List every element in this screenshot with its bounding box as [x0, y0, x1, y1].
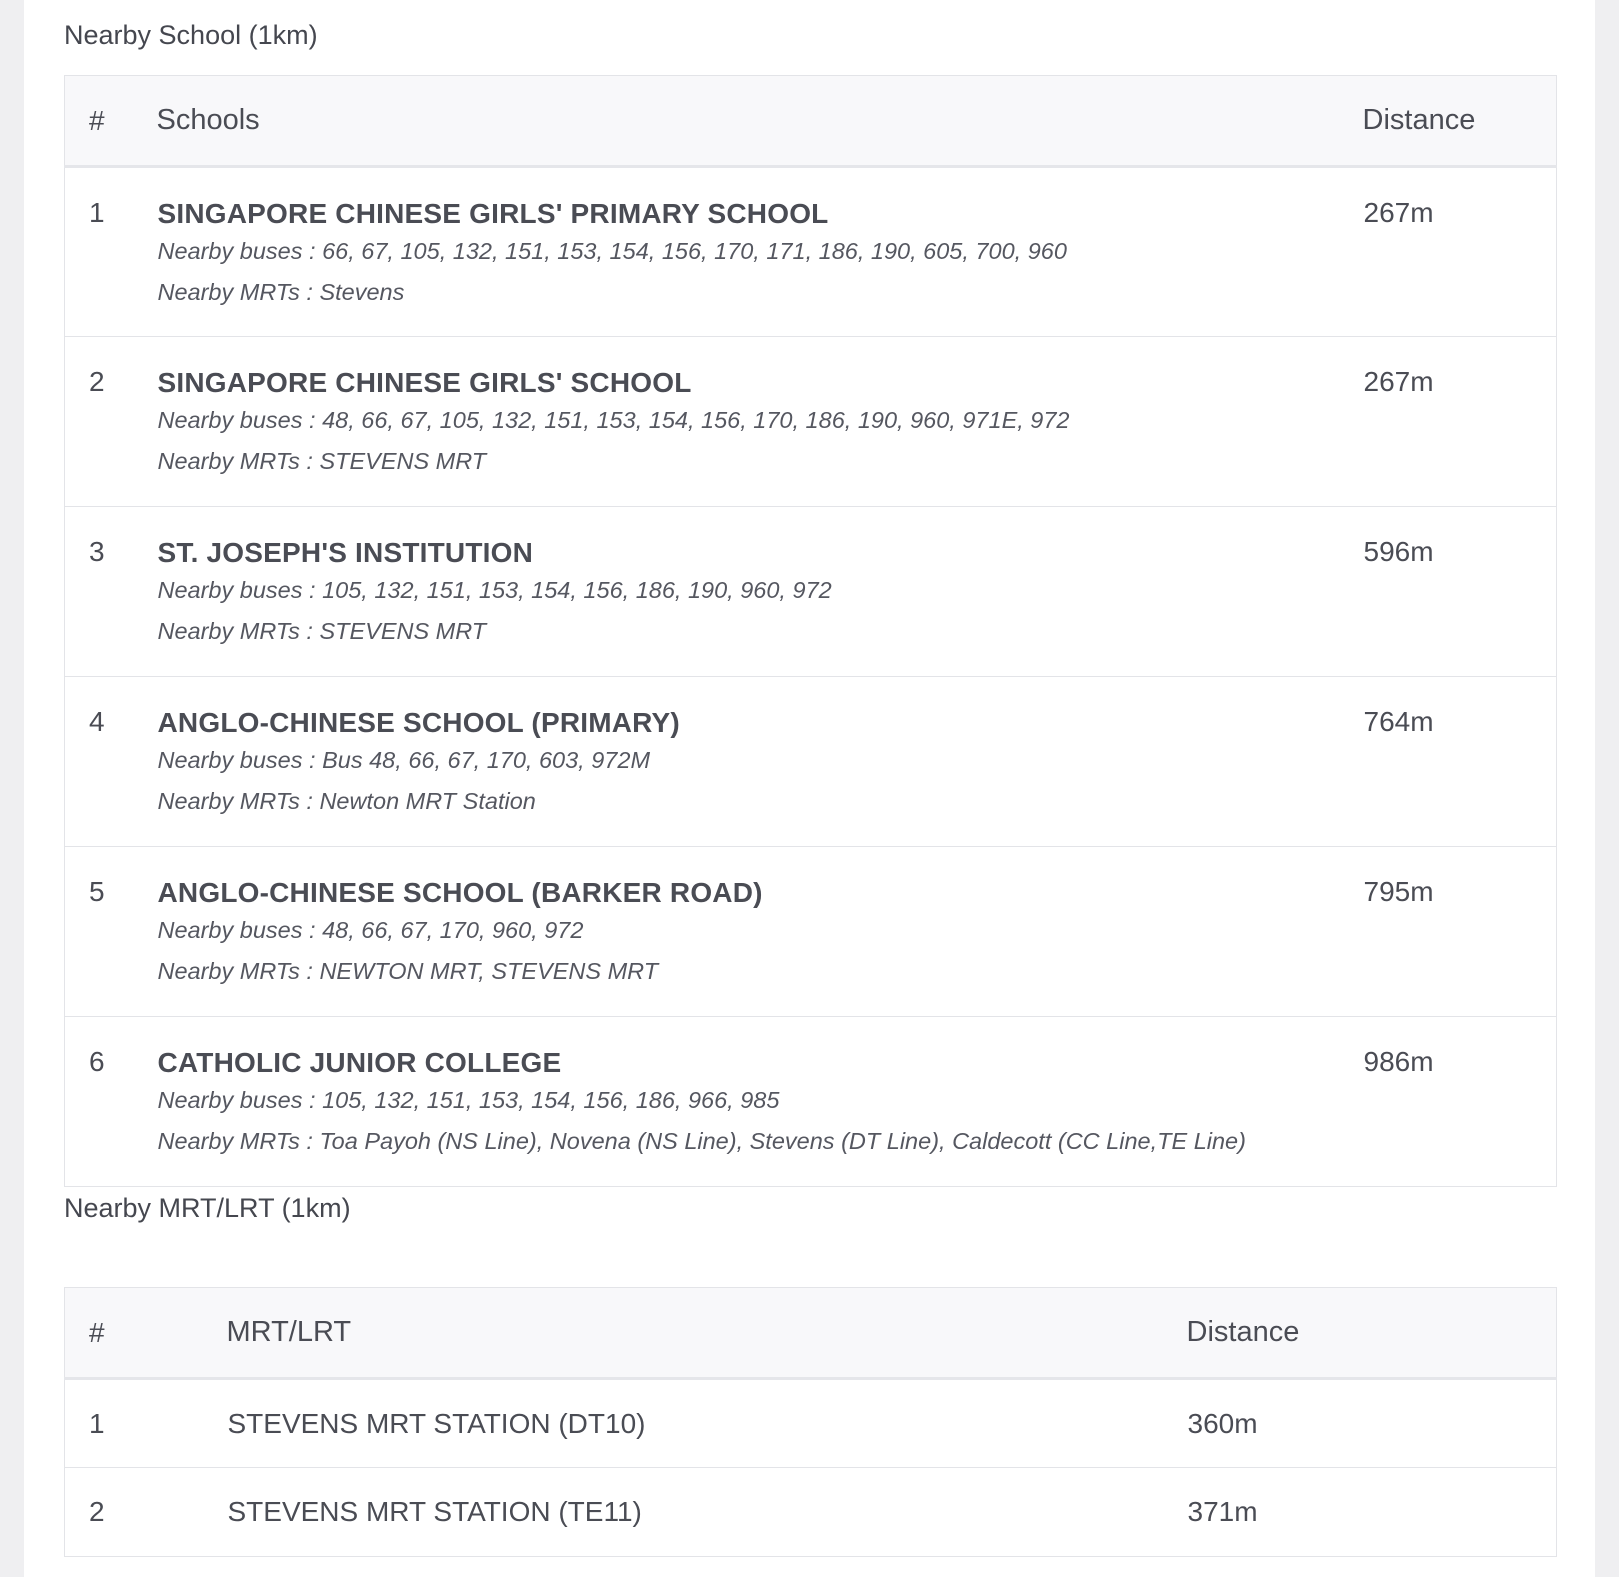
buses-value: 105, 132, 151, 153, 154, 156, 186, 966, 985	[322, 1087, 780, 1113]
row-index: 1	[65, 167, 157, 337]
mrts-value: Stevens	[319, 279, 405, 305]
school-name: ST. JOSEPH'S INSTITUTION	[157, 537, 534, 568]
mrts-value: STEVENS MRT	[319, 448, 487, 474]
school-cell	[157, 847, 1363, 1017]
row-distance: 596m	[1363, 507, 1557, 677]
school-meta	[158, 740, 1362, 822]
school-cell	[157, 507, 1363, 677]
buses-label: Nearby buses :	[157, 917, 323, 943]
table-row	[65, 167, 1557, 337]
row-distance: 267m	[1363, 167, 1557, 337]
mrt-section-title: Nearby MRT/LRT (1km)	[64, 1193, 351, 1223]
header-distance: Distance	[1187, 1288, 1557, 1379]
school-name: ANGLO-CHINESE SCHOOL (PRIMARY)	[157, 707, 680, 738]
row-index: 5	[65, 847, 157, 1017]
table-row	[65, 847, 1557, 1017]
header-index: #	[65, 1288, 227, 1379]
row-index: 6	[65, 1017, 157, 1187]
nearby-mrts	[158, 951, 1362, 992]
mrts-value: STEVENS MRT	[319, 618, 487, 644]
table-row	[65, 1379, 1557, 1468]
buses-value: Bus 48, 66, 67, 170, 603, 972M	[322, 747, 651, 773]
nearby-buses	[158, 910, 1362, 951]
school-name: ANGLO-CHINESE SCHOOL (BARKER ROAD)	[157, 877, 763, 908]
mrts-label: Nearby MRTs :	[157, 279, 320, 305]
table-row	[65, 677, 1557, 847]
school-cell	[157, 337, 1363, 507]
mrt-table-header	[65, 1288, 1557, 1379]
header-index: #	[65, 76, 157, 167]
schools-table-header	[65, 76, 1557, 167]
school-name: CATHOLIC JUNIOR COLLEGE	[157, 1047, 562, 1078]
mrts-value: Toa Payoh (NS Line), Novena (NS Line), Stevens (DT Line), Caldecott (CC Line,TE Line)	[319, 1128, 1246, 1154]
header-schools: Schools	[157, 76, 1363, 167]
school-cell	[157, 167, 1363, 337]
school-meta	[158, 231, 1362, 313]
buses-value: 48, 66, 67, 170, 960, 972	[322, 917, 584, 943]
mrts-label: Nearby MRTs :	[157, 788, 320, 814]
nearby-mrts	[158, 1121, 1362, 1162]
mrt-station-name: STEVENS MRT STATION (TE11)	[227, 1468, 1187, 1557]
school-cell	[157, 677, 1363, 847]
schools-section-title: Nearby School (1km)	[64, 20, 318, 50]
mrts-value: Newton MRT Station	[319, 788, 536, 814]
school-cell	[157, 1017, 1363, 1187]
row-distance: 360m	[1187, 1379, 1557, 1468]
nearby-buses	[158, 400, 1362, 441]
nearby-buses	[158, 570, 1362, 611]
mrt-table	[64, 1287, 1557, 1557]
school-meta	[158, 1080, 1362, 1162]
school-name: SINGAPORE CHINESE GIRLS' SCHOOL	[157, 367, 692, 398]
nearby-mrts	[158, 611, 1362, 652]
table-row	[65, 1468, 1557, 1557]
buses-label: Nearby buses :	[157, 407, 323, 433]
nearby-mrts	[158, 272, 1362, 313]
buses-label: Nearby buses :	[157, 1087, 323, 1113]
row-index: 2	[65, 1468, 227, 1557]
school-meta	[158, 570, 1362, 652]
nearby-mrts	[158, 781, 1362, 822]
mrts-value: NEWTON MRT, STEVENS MRT	[319, 958, 659, 984]
row-distance: 267m	[1363, 337, 1557, 507]
school-meta	[158, 910, 1362, 992]
table-row	[65, 507, 1557, 677]
mrt-station-name: STEVENS MRT STATION (DT10)	[227, 1379, 1187, 1468]
school-meta	[158, 400, 1362, 482]
mrts-label: Nearby MRTs :	[157, 1128, 320, 1154]
table-row	[65, 337, 1557, 507]
row-distance: 795m	[1363, 847, 1557, 1017]
nearby-buses	[158, 1080, 1362, 1121]
row-distance: 986m	[1363, 1017, 1557, 1187]
school-name: SINGAPORE CHINESE GIRLS' PRIMARY SCHOOL	[157, 198, 829, 229]
mrts-label: Nearby MRTs :	[157, 958, 320, 984]
buses-label: Nearby buses :	[157, 747, 323, 773]
mrts-label: Nearby MRTs :	[157, 618, 320, 644]
schools-table	[64, 75, 1557, 1187]
header-mrt: MRT/LRT	[227, 1288, 1187, 1379]
row-index: 2	[65, 337, 157, 507]
content-panel	[24, 0, 1595, 1577]
mrts-label: Nearby MRTs :	[157, 448, 320, 474]
nearby-mrts	[158, 441, 1362, 482]
buses-value: 48, 66, 67, 105, 132, 151, 153, 154, 156, 170, 186, 190, 960, 971E, 972	[322, 407, 1070, 433]
buses-label: Nearby buses :	[157, 577, 323, 603]
buses-value: 105, 132, 151, 153, 154, 156, 186, 190, 960, 972	[322, 577, 832, 603]
buses-label: Nearby buses :	[157, 238, 323, 264]
row-index: 4	[65, 677, 157, 847]
nearby-buses	[158, 231, 1362, 272]
row-distance: 764m	[1363, 677, 1557, 847]
row-index: 3	[65, 507, 157, 677]
row-index: 1	[65, 1379, 227, 1468]
table-row	[65, 1017, 1557, 1187]
header-distance: Distance	[1363, 76, 1557, 167]
buses-value: 66, 67, 105, 132, 151, 153, 154, 156, 170, 171, 186, 190, 605, 700, 960	[322, 238, 1067, 264]
row-distance: 371m	[1187, 1468, 1557, 1557]
nearby-buses	[158, 740, 1362, 781]
